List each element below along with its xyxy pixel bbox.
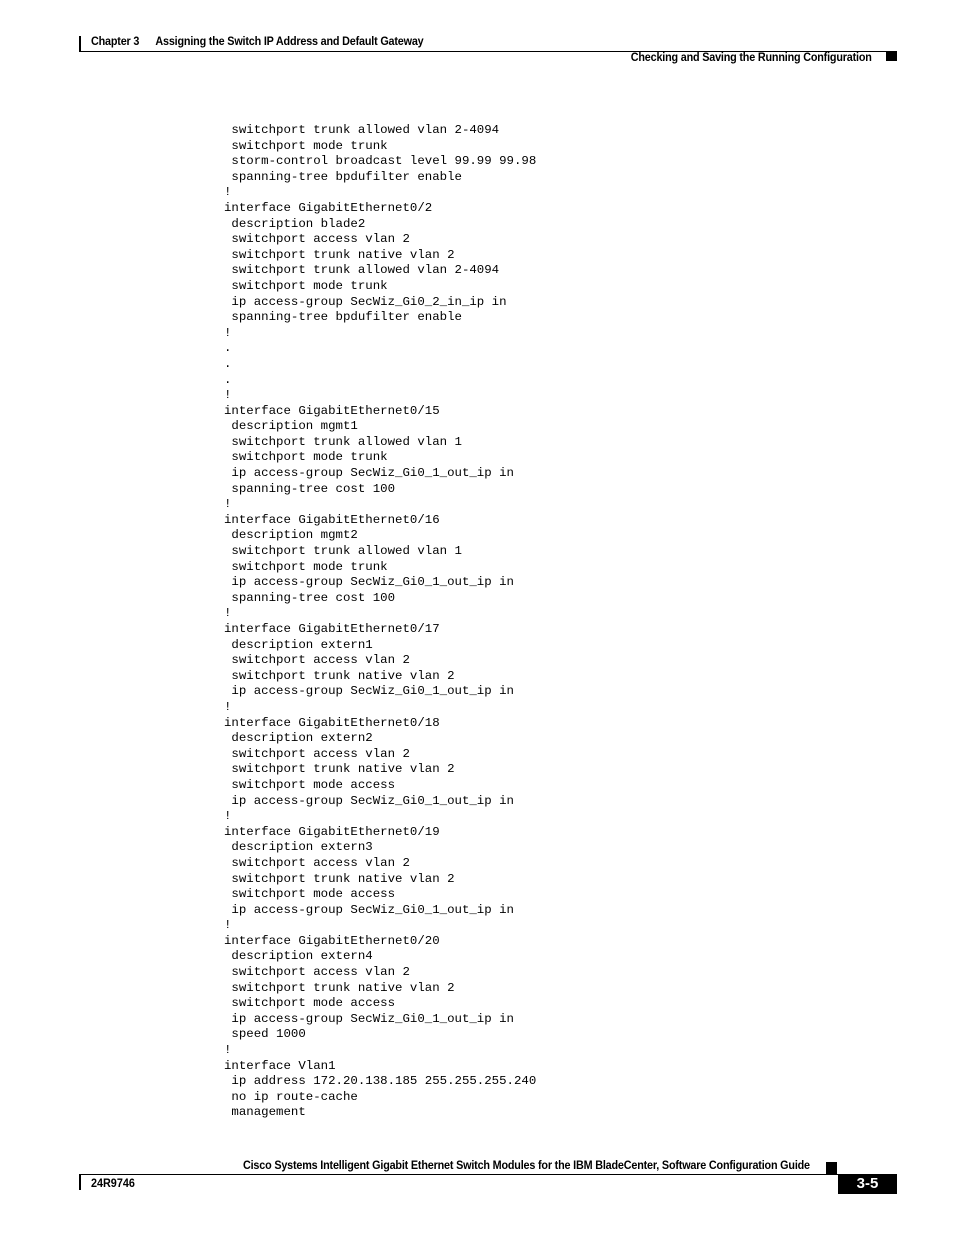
code-line: . <box>224 372 232 387</box>
code-line: description blade2 <box>224 216 366 231</box>
code-line: ! <box>224 388 232 403</box>
code-line: switchport trunk allowed vlan 1 <box>224 544 462 559</box>
code-line: . <box>224 341 232 356</box>
code-line: switchport mode access <box>224 777 396 792</box>
code-line: ip access-group SecWiz_Gi0_1_out_ip in <box>224 902 514 917</box>
code-line: switchport trunk allowed vlan 2-4094 <box>224 123 500 137</box>
code-line: switchport access vlan 2 <box>224 855 410 870</box>
code-line: description extern4 <box>224 949 373 964</box>
code-line: switchport mode trunk <box>224 278 388 293</box>
code-line: switchport trunk native vlan 2 <box>224 247 455 262</box>
code-line: no ip route-cache <box>224 1089 358 1104</box>
code-line: switchport mode trunk <box>224 450 388 465</box>
code-line: ip access-group SecWiz_Gi0_2_in_ip in <box>224 294 507 309</box>
code-line: management <box>224 1105 306 1120</box>
code-line: interface GigabitEthernet0/15 <box>224 403 440 418</box>
code-line: interface GigabitEthernet0/19 <box>224 824 440 839</box>
code-line: interface GigabitEthernet0/20 <box>224 933 440 948</box>
header-marker-block <box>886 51 897 61</box>
code-line: spanning-tree cost 100 <box>224 590 396 605</box>
code-line: switchport mode access <box>224 996 396 1011</box>
code-line: switchport trunk allowed vlan 2-4094 <box>224 263 500 278</box>
code-line: switchport trunk native vlan 2 <box>224 668 455 683</box>
code-line: switchport mode trunk <box>224 559 388 574</box>
code-line: ! <box>224 699 232 714</box>
code-line: ! <box>224 918 232 933</box>
code-line: ! <box>224 185 232 200</box>
code-line: spanning-tree bpdufilter enable <box>224 169 462 184</box>
code-line: interface GigabitEthernet0/17 <box>224 622 440 636</box>
code-line: switchport trunk native vlan 2 <box>224 871 455 886</box>
code-line: ip access-group SecWiz_Gi0_1_out_ip in <box>224 684 514 699</box>
code-line: switchport access vlan 2 <box>224 232 410 247</box>
code-line: speed 1000 <box>224 1027 306 1042</box>
code-line: switchport access vlan 2 <box>224 746 410 761</box>
code-line: ! <box>224 1043 232 1058</box>
footer-rule <box>79 1174 897 1175</box>
code-line: description extern3 <box>224 840 373 855</box>
code-line: ip access-group SecWiz_Gi0_1_out_ip in <box>224 466 514 481</box>
chapter-label: Chapter 3 <box>91 34 140 48</box>
code-line: ip address 172.20.138.185 255.255.255.240 <box>224 1074 537 1089</box>
header-left-bar <box>79 36 81 51</box>
code-line: ip access-group SecWiz_Gi0_1_out_ip in <box>224 575 514 590</box>
code-line: interface GigabitEthernet0/16 <box>224 512 440 527</box>
code-line: switchport mode trunk <box>224 138 388 153</box>
code-line: switchport trunk native vlan 2 <box>224 762 455 777</box>
document-number: 24R9746 <box>91 1176 135 1190</box>
footer-book-title: Cisco Systems Intelligent Gigabit Ethernet Switch Modules for the IBM BladeCenter, Software Configuration Guide <box>243 1158 810 1172</box>
code-line: description mgmt2 <box>224 528 358 543</box>
code-line: description extern2 <box>224 731 373 746</box>
code-line: ! <box>224 606 232 621</box>
code-line: interface GigabitEthernet0/2 <box>224 200 433 215</box>
running-header-chapter <box>91 34 423 48</box>
code-line: spanning-tree bpdufilter enable <box>224 310 462 325</box>
code-line: switchport access vlan 2 <box>224 653 410 668</box>
config-code-listing <box>224 123 536 1121</box>
code-line: spanning-tree cost 100 <box>224 481 396 496</box>
page-number: 3-5 <box>838 1174 897 1194</box>
code-line: ! <box>224 325 232 340</box>
code-line: switchport trunk allowed vlan 1 <box>224 434 462 449</box>
code-line: . <box>224 356 232 371</box>
section-title: Checking and Saving the Running Configuration <box>631 50 872 64</box>
footer-marker-block <box>826 1162 837 1174</box>
code-line: description mgmt1 <box>224 419 358 434</box>
footer-left-bar <box>79 1174 81 1190</box>
code-line: ip access-group SecWiz_Gi0_1_out_ip in <box>224 793 514 808</box>
code-line: ip access-group SecWiz_Gi0_1_out_ip in <box>224 1011 514 1026</box>
code-line: switchport access vlan 2 <box>224 965 410 980</box>
code-line: interface GigabitEthernet0/18 <box>224 715 440 730</box>
code-line: description extern1 <box>224 637 373 652</box>
code-line: switchport trunk native vlan 2 <box>224 980 455 995</box>
code-line: storm-control broadcast level 99.99 99.98 <box>224 154 537 169</box>
chapter-title: Assigning the Switch IP Address and Default Gateway <box>155 34 424 48</box>
code-line: ! <box>224 809 232 824</box>
code-line: interface Vlan1 <box>224 1058 336 1073</box>
code-line: ! <box>224 497 232 512</box>
code-line: switchport mode access <box>224 887 396 902</box>
